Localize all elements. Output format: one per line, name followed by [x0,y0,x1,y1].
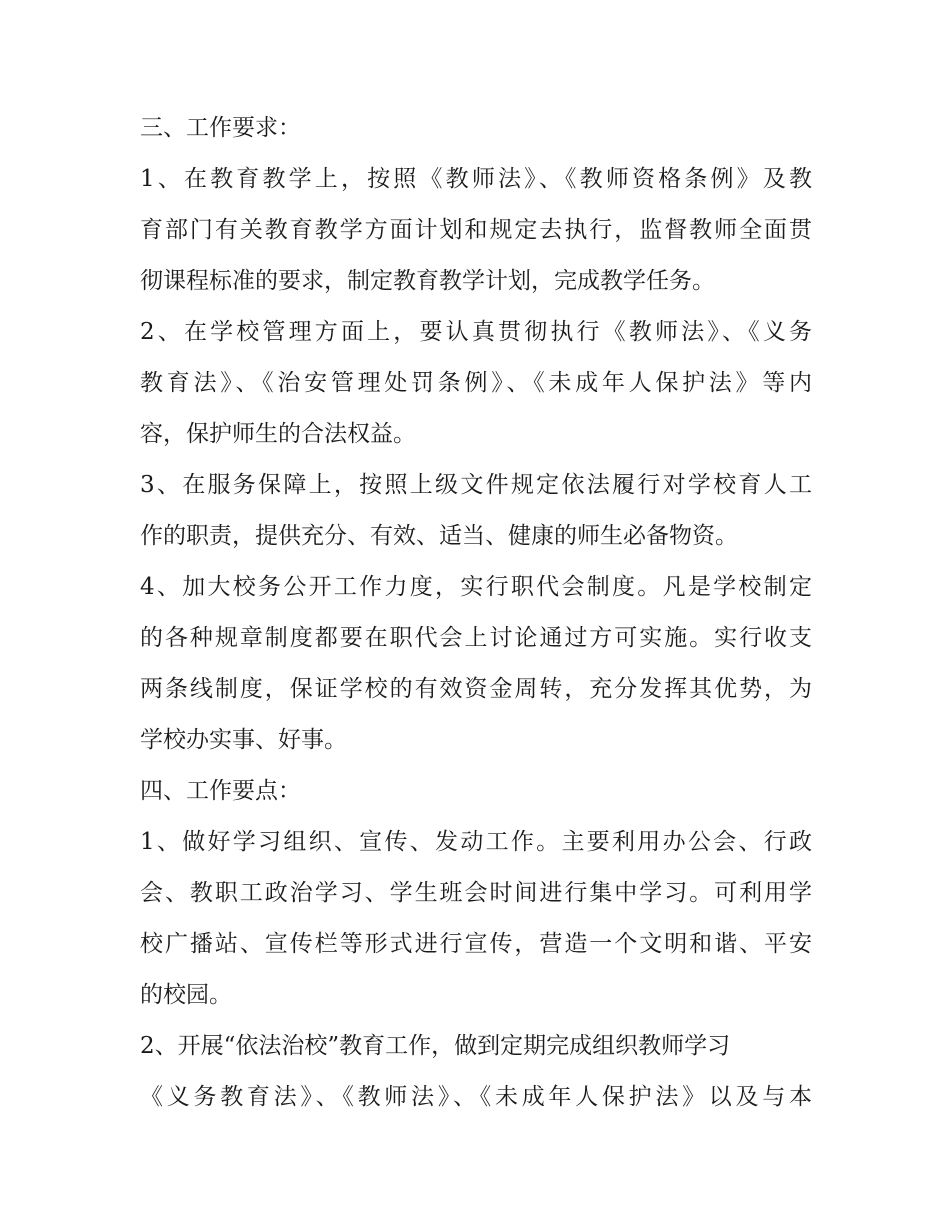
text-line: 的校园。 [140,982,232,1008]
section-heading-requirements: 三、工作要求： [140,115,301,141]
text-line: 容，保护师生的合法权益。 [140,421,416,447]
text-line: 1、在教育教学上，按照《教师法》、《教师资格条例》及教 [140,166,812,192]
text-line: 《义务教育法》、《教师法》、《未成年人保护法》以及与本 [140,1084,812,1110]
text-line: 1、做好学习组织、宣传、发动工作。主要利用办公会、行政 [140,829,812,855]
text-line: 校广播站、宣传栏等形式进行宣传，营造一个文明和谐、平安 [140,931,812,957]
text-line: 两条线制度，保证学校的有效资金周转，充分发挥其优势，为 [140,676,812,702]
text-line: 学校办实事、好事。 [140,727,347,753]
text-line: 会、教职工政治学习、学生班会时间进行集中学习。可利用学 [140,880,812,906]
text-line: 作的职责，提供充分、有效、适当、健康的师生必备物资。 [140,523,738,549]
text-line: 4、加大校务公开工作力度，实行职代会制度。凡是学校制定 [140,574,812,600]
text-line: 育部门有关教育教学方面计划和规定去执行，监督教师全面贯 [140,217,812,243]
text-line: 2、在学校管理方面上，要认真贯彻执行《教师法》、《义务 [140,319,812,345]
text-line: 的各种规章制度都要在职代会上讨论通过方可实施。实行收支 [140,625,812,651]
text-line: 彻课程标准的要求，制定教育教学计划，完成教学任务。 [140,268,715,294]
document-body [140,103,812,1123]
section-heading-key-points: 四、工作要点： [140,778,301,804]
text-line: 2、开展“依法治校”教育工作，做到定期完成组织教师学习 [140,1033,731,1059]
text-line: 3、在服务保障上，按照上级文件规定依法履行对学校育人工 [140,472,812,498]
text-line: 教育法》、《治安管理处罚条例》、《未成年人保护法》等内 [140,370,812,396]
